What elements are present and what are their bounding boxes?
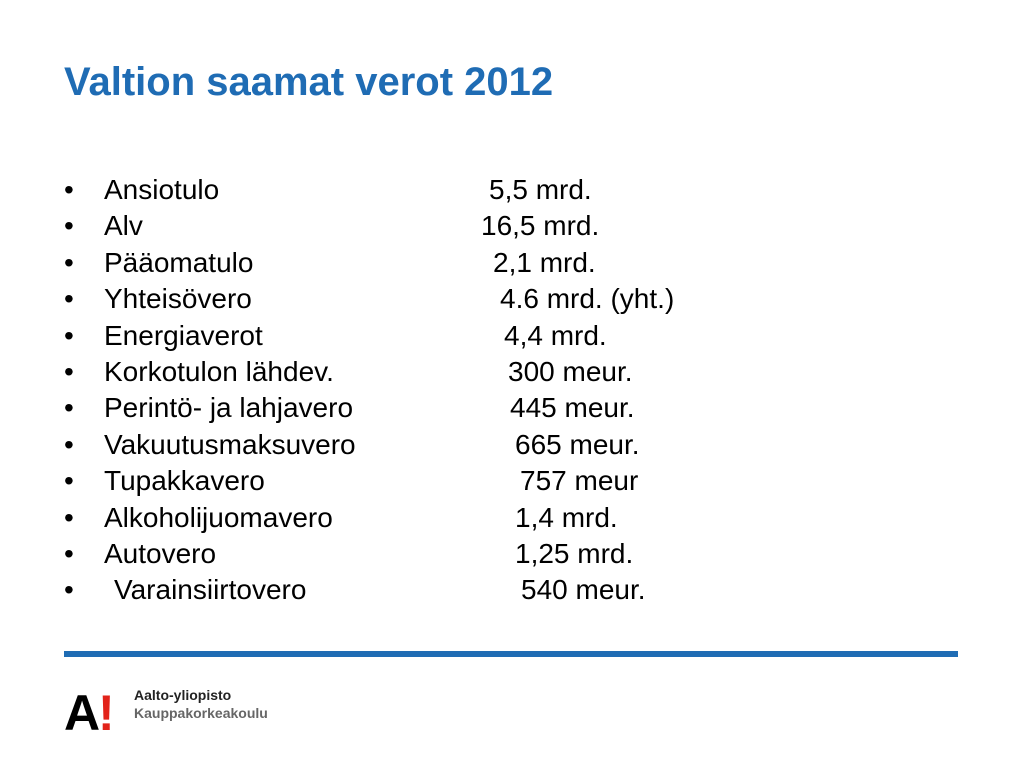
tax-name: Korkotulon lähdev. [104, 355, 334, 387]
tax-amount: 445 meur. [510, 392, 635, 424]
bullet: • [64, 174, 74, 205]
tax-amount: 4,4 mrd. [504, 319, 607, 351]
bullet: • [64, 319, 74, 351]
tax-name: Autovero [104, 537, 217, 569]
tax-name: Perintö- ja lahjavero [104, 392, 354, 424]
tax-amount: 16,5 mrd. [481, 210, 600, 242]
bullet: • [64, 392, 74, 424]
slide-title: Valtion saamat verot 2012 [64, 60, 554, 104]
bullet: • [64, 428, 74, 460]
tax-amount: 540 meur. [521, 574, 646, 606]
tax-name: Alv [104, 210, 143, 242]
tax-amount: 757 meur [520, 465, 639, 497]
bullet: • [64, 501, 74, 533]
tax-name: Yhteisövero [104, 283, 252, 315]
bullet: • [64, 210, 74, 242]
tax-name: Varainsiirtovero [114, 574, 307, 606]
aalto-logo-mark [64, 686, 128, 734]
logo-line2: Kauppakorkeakoulu [134, 705, 268, 721]
tax-amount: 5,5 mrd. [489, 174, 592, 205]
tax-amount: 4.6 mrd. (yht.) [500, 283, 675, 315]
tax-name: Vakuutusmaksuvero [104, 428, 356, 460]
bullet: • [64, 355, 74, 387]
tax-amount: 300 meur. [508, 355, 633, 387]
tax-amount: 1,4 mrd. [515, 501, 618, 533]
tax-amount: 665 meur. [515, 428, 640, 460]
bullet: • [64, 465, 74, 497]
bullet: • [64, 537, 74, 569]
logo-mark-letter: A [64, 686, 101, 734]
bullet: • [64, 246, 74, 278]
tax-name: Tupakkavero [104, 465, 265, 497]
footer-divider [64, 651, 958, 657]
tax-name: Pääomatulo [104, 246, 254, 278]
bullet: • [64, 283, 74, 315]
tax-name: Alkoholijuomavero [104, 501, 333, 533]
logo-mark-exclamation: ! [98, 686, 115, 734]
tax-name: Energiaverot [104, 319, 263, 351]
tax-amount: 1,25 mrd. [515, 537, 634, 569]
bullet: • [64, 574, 74, 606]
tax-amount: 2,1 mrd. [493, 246, 596, 278]
tax-name: Ansiotulo [104, 174, 220, 205]
logo-line1: Aalto-yliopisto [134, 687, 232, 703]
